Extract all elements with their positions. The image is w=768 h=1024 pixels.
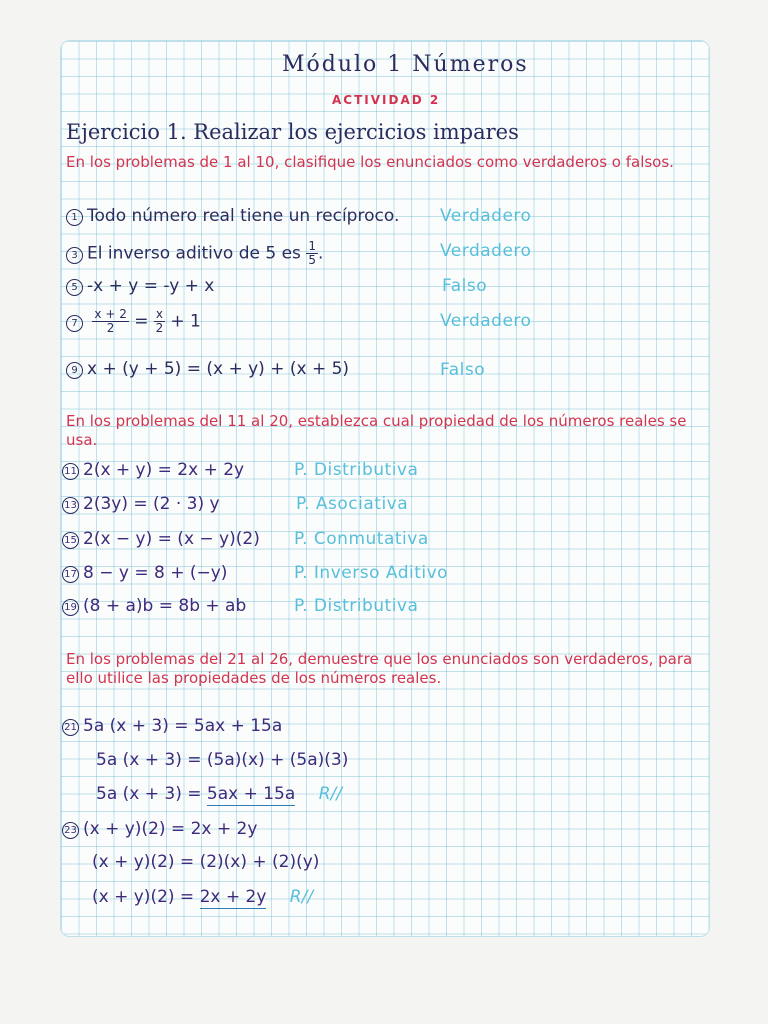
problem-number-17: 17 xyxy=(62,566,79,583)
problem-3-answer: Verdadero xyxy=(440,241,532,261)
exercise-heading: Ejercicio 1. Realizar los ejercicios impares xyxy=(66,120,519,144)
problem-7-answer: Verdadero xyxy=(440,311,532,331)
problem-13-answer: P. Asociativa xyxy=(296,494,409,514)
problem-21-line1: 21 5a (x + 3) = 5ax + 15a xyxy=(62,716,282,736)
section3-instruction: En los problemas del 21 al 26, demuestre que los enunciados son verdaderos, para ello utilice las propiedades de los números reales. xyxy=(66,650,693,687)
problem-21-line2: 5a (x + 3) = (5a)(x) + (5a)(3) xyxy=(96,750,349,770)
problem-15-answer: P. Conmutativa xyxy=(294,529,429,549)
problem-1-statement: Todo número real tiene un recíproco. xyxy=(87,206,400,226)
problem-number-1: 1 xyxy=(66,209,83,226)
fraction-x-plus-2-over-2: $\frac{x + 2}{2}$ xyxy=(94,307,127,335)
problem-9 xyxy=(66,359,349,379)
problem-23-line1: 23 (x + y)(2) = 2x + 2y xyxy=(62,819,257,839)
activity-subtitle: ACTIVIDAD 2 xyxy=(332,93,441,107)
problem-number-3: 3 xyxy=(66,247,83,264)
problem-7: 7 $\frac{x + 2}{2}$ = $\frac{x}{2}$ + 1 xyxy=(66,308,201,335)
problem-17-answer: P. Inverso Aditivo xyxy=(294,563,449,583)
fraction-one-fifth: $\frac{1}{5}$ xyxy=(308,239,316,267)
problem-number-23: 23 xyxy=(62,822,79,839)
problem-21-mark: R// xyxy=(318,784,342,804)
problem-19: 19 (8 + a)b = 8b + ab xyxy=(62,596,246,616)
section2-instruction: En los problemas del 11 al 20, establezca cual propiedad de los números reales se usa. xyxy=(66,412,687,449)
problem-number-15: 15 xyxy=(62,532,79,549)
problem-23-line3: (x + y)(2) = 2x + 2y R// xyxy=(92,887,314,907)
problem-number-5: 5 xyxy=(66,279,83,296)
problem-3: 3 El inverso aditivo de 5 es $\frac{1}{5}$ . xyxy=(66,240,323,267)
problem-11-answer: P. Distributiva xyxy=(294,460,419,480)
problem-21-line3: 5a (x + 3) = 5ax + 15a R// xyxy=(96,784,342,804)
problem-23-result: 2x + 2y xyxy=(199,887,267,907)
problem-5 xyxy=(66,276,214,296)
problem-number-11: 11 xyxy=(62,463,79,480)
problem-23-line2: (x + y)(2) = (2)(x) + (2)(y) xyxy=(92,852,320,872)
problem-11: 11 2(x + y) = 2x + 2y xyxy=(62,460,244,480)
problem-23-mark: R// xyxy=(289,887,314,907)
problem-5-answer: Falso xyxy=(442,276,488,296)
problem-19-answer: P. Distributiva xyxy=(294,596,419,616)
problem-1-answer: Verdadero xyxy=(440,206,532,226)
problem-number-13: 13 xyxy=(62,497,79,514)
problem-number-19: 19 xyxy=(62,599,79,616)
section1-instruction: En los problemas de 1 al 10, clasifique los enunciados como verdaderos o falsos. xyxy=(66,153,674,171)
problem-17: 17 8 − y = 8 + (−y) xyxy=(62,563,227,583)
page-title: Módulo 1 Números xyxy=(282,52,529,77)
problem-number-7: 7 xyxy=(66,315,83,332)
problem-number-9: 9 xyxy=(66,362,83,379)
fraction-x-over-2: $\frac{x}{2}$ xyxy=(155,307,164,335)
problem-13: 13 2(3y) = (2 · 3) y xyxy=(62,494,220,514)
problem-number-21: 21 xyxy=(62,719,79,736)
problem-1 xyxy=(66,206,399,226)
problem-15: 15 2(x − y) = (x − y)(2) xyxy=(62,529,260,549)
problem-9-statement: x + (y + 5) = (x + y) + (x + 5) xyxy=(87,359,350,379)
problem-3-statement: El inverso aditivo de 5 es xyxy=(87,243,301,264)
problem-21-result: 5ax + 15a xyxy=(206,784,296,804)
problem-9-answer: Falso xyxy=(440,360,486,380)
problem-5-statement: -x + y = -y + x xyxy=(87,276,215,296)
